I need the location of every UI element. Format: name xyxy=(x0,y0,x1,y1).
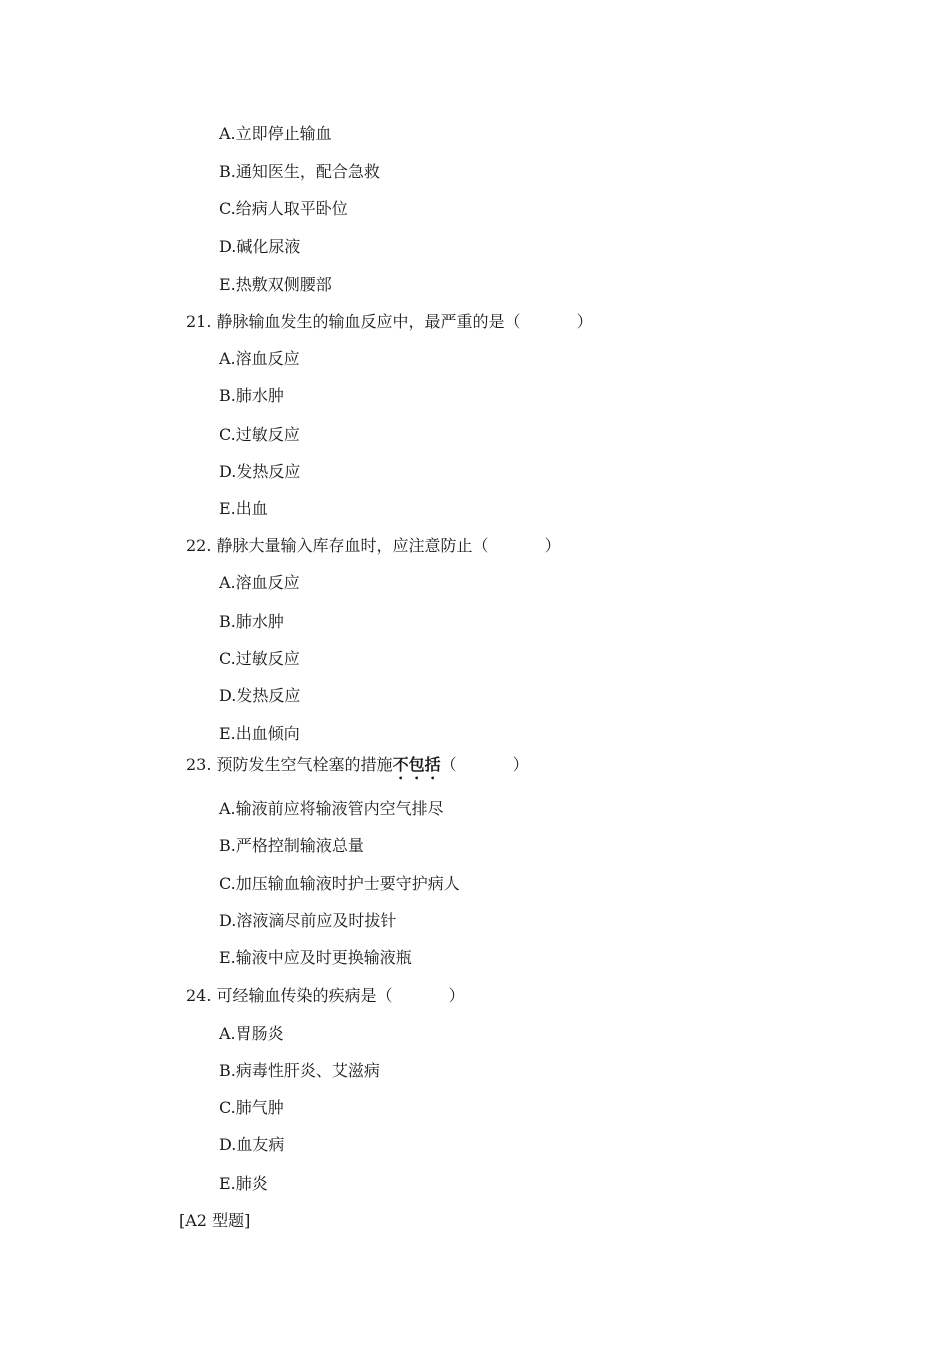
q23-number: 23. xyxy=(186,755,212,774)
q21-number: 21. xyxy=(186,312,212,331)
q24-stem-line xyxy=(186,986,465,1006)
q23-option-e: E.输液中应及时更换输液瓶 xyxy=(219,948,412,967)
q20-option-d: D.碱化尿液 xyxy=(219,237,301,256)
q21-stem: 静脉输血发生的输血反应中，最严重的是（ xyxy=(216,312,521,331)
q24-option-c: C.肺气肿 xyxy=(219,1098,284,1117)
q22-number: 22. xyxy=(186,536,212,555)
q23-option-c: C.加压输血输液时护士要守护病人 xyxy=(219,874,460,893)
q20-option-e: E.热敷双侧腰部 xyxy=(219,275,332,294)
q22-option-c: C.过敏反应 xyxy=(219,649,300,668)
q24-option-d: D.血友病 xyxy=(219,1135,285,1154)
q22-option-b: B.肺水肿 xyxy=(219,612,284,631)
q23-open-paren: （ xyxy=(440,755,457,774)
q22-option-e: E.出血倾向 xyxy=(219,724,300,743)
q21-option-b: B.肺水肿 xyxy=(219,386,284,405)
section-heading: [A2 型题] xyxy=(179,1211,251,1230)
q24-option-e: E.肺炎 xyxy=(219,1174,268,1193)
q23-stem-line xyxy=(186,755,529,775)
q21-stem-line xyxy=(186,312,593,332)
q21-option-e: E.出血 xyxy=(219,499,268,518)
q24-close-paren: ） xyxy=(448,986,465,1005)
q21-option-d: D.发热反应 xyxy=(219,462,301,481)
q23-stem: 预防发生空气栓塞的措施 xyxy=(216,755,393,774)
q20-option-c: C.给病人取平卧位 xyxy=(219,199,348,218)
q21-option-c: C.过敏反应 xyxy=(219,425,300,444)
q24-number: 24. xyxy=(186,986,212,1005)
q22-stem-line xyxy=(186,536,561,556)
q23-close-paren: ） xyxy=(512,755,529,774)
q23-emphasis: 不包括 xyxy=(392,755,441,774)
q22-stem: 静脉大量输入库存血时，应注意防止（ xyxy=(216,536,489,555)
q24-stem: 可经输血传染的疾病是（ xyxy=(216,986,393,1005)
q24-option-b: B.病毒性肝炎、艾滋病 xyxy=(219,1061,380,1080)
q24-option-a: A.胃肠炎 xyxy=(219,1024,284,1043)
q22-close-paren: ） xyxy=(544,536,561,555)
q21-close-paren: ） xyxy=(576,312,593,331)
q22-option-a: A.溶血反应 xyxy=(219,573,300,592)
q22-option-d: D.发热反应 xyxy=(219,686,301,705)
q21-option-a: A.溶血反应 xyxy=(219,349,300,368)
q20-option-a: A.立即停止输血 xyxy=(219,124,332,143)
q20-option-b: B.通知医生，配合急救 xyxy=(219,162,380,181)
q23-option-a: A.输液前应将输液管内空气排尽 xyxy=(219,799,444,818)
q23-option-d: D.溶液滴尽前应及时拔针 xyxy=(219,911,397,930)
q23-option-b: B.严格控制输液总量 xyxy=(219,836,364,855)
